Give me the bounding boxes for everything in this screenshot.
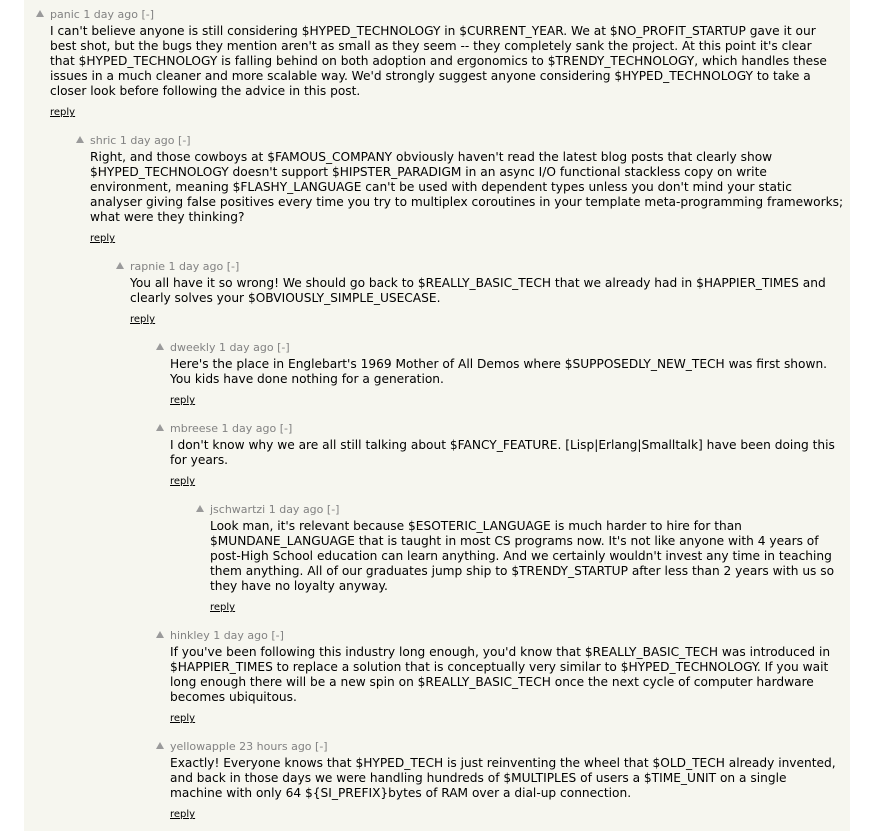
collapse-toggle[interactable]: [-] bbox=[315, 740, 328, 753]
comment-header bbox=[156, 629, 840, 645]
comment-panic bbox=[36, 8, 836, 119]
upvote-arrow-icon[interactable] bbox=[156, 343, 164, 350]
comment-thread bbox=[24, 0, 850, 831]
collapse-toggle[interactable]: [-] bbox=[141, 8, 155, 21]
comment-text: I don't know why we are all still talking about $FANCY_FEATURE. [Lisp|Erlang|Smalltalk] have been doing this for years. bbox=[170, 438, 835, 468]
reply-link[interactable]: reply bbox=[130, 314, 156, 326]
comment-text: Exactly! Everyone knows that $HYPED_TECH is just reinventing the wheel that $OLD_TECH already invented, and back in those days we were handling hundreds of $MULTIPLES of users a $TIME_UNIT on a single machine with only 64 ${SI_PREFIX}bytes of RAM over a dial-up connection. bbox=[170, 756, 836, 801]
comment-jschwartzi bbox=[196, 503, 836, 614]
collapse-toggle[interactable]: [-] bbox=[271, 629, 284, 642]
comment-username[interactable]: yellowapple bbox=[170, 740, 236, 753]
comment-text: Right, and those cowboys at $FAMOUS_COMPANY obviously haven't read the latest blog posts that clearly show $HYPED_TECHNOLOGY doesn't support $HIPSTER_PARADIGM in an async I/O functional stackless copy on write environment, meaning $FLASHY_LANGUAGE can't be used with dependent types unless you don't mind your static analyser giving false positives every time you try to multiplex coroutines in your template meta-programming frameworks; what were they thinking? bbox=[90, 150, 844, 225]
comment-text: I can't believe anyone is still considering $HYPED_TECHNOLOGY in $CURRENT_YEAR. We at $NO_PROFIT_STARTUP gave it our best shot, but the bugs they mention aren't as small as they seem -- they completely sank the project. At this point it's clear that $HYPED_TECHNOLOGY is falling behind on both adoption and ergonomics to $TRENDY_TECHNOLOGY, which handles these issues in a much cleaner and more scalable way. We'd strongly suggest anyone considering $HYPED_TECHNOLOGY to take a closer look before following the advice in this post. bbox=[50, 24, 827, 99]
comment-age[interactable]: 1 day ago bbox=[221, 422, 277, 435]
collapse-toggle[interactable]: [-] bbox=[226, 260, 240, 273]
comment-username[interactable]: jschwartzi bbox=[210, 503, 266, 516]
comment-age[interactable]: 1 day ago bbox=[168, 260, 224, 273]
comment-rapnie bbox=[116, 260, 836, 326]
comment-username[interactable]: hinkley bbox=[170, 629, 210, 642]
collapse-toggle[interactable]: [-] bbox=[277, 341, 290, 354]
comment-dweekly bbox=[156, 341, 840, 407]
comment-mbreese bbox=[156, 422, 840, 488]
upvote-arrow-icon[interactable] bbox=[156, 631, 164, 638]
comment-header bbox=[196, 503, 836, 519]
reply-link[interactable]: reply bbox=[170, 476, 196, 488]
comment-header bbox=[156, 341, 840, 357]
comment-username[interactable]: panic bbox=[50, 8, 80, 21]
upvote-arrow-icon[interactable] bbox=[116, 262, 124, 269]
collapse-toggle[interactable]: [-] bbox=[178, 134, 191, 147]
upvote-arrow-icon[interactable] bbox=[36, 10, 44, 17]
comment-yellowapple bbox=[156, 740, 840, 821]
reply-link[interactable]: reply bbox=[50, 107, 76, 119]
comment-text: Look man, it's relevant because $ESOTERIC_LANGUAGE is much harder to hire for than $MUNDANE_LANGUAGE that is taught in most CS programs now. It's not like anyone with 4 years of post-High School education can learn anything. And we certainly wouldn't invest any time in teaching them anything. All of our graduates jump ship to $TRENDY_STARTUP after less than 2 years with us so they have no loyalty anyway. bbox=[210, 519, 835, 594]
comment-header bbox=[76, 134, 844, 150]
comment-age[interactable]: 1 day ago bbox=[213, 629, 268, 642]
comment-header bbox=[116, 260, 836, 276]
comment-header bbox=[36, 8, 836, 24]
comment-age[interactable]: 1 day ago bbox=[218, 341, 274, 354]
comment-username[interactable]: rapnie bbox=[130, 260, 166, 273]
comment-username[interactable]: mbreese bbox=[170, 422, 219, 435]
reply-link[interactable]: reply bbox=[210, 602, 236, 614]
upvote-arrow-icon[interactable] bbox=[156, 424, 164, 431]
comment-age[interactable]: 1 day ago bbox=[268, 503, 324, 516]
reply-link[interactable]: reply bbox=[170, 395, 196, 407]
comment-username[interactable]: dweekly bbox=[170, 341, 216, 354]
reply-link[interactable]: reply bbox=[90, 233, 116, 245]
comment-text: If you've been following this industry long enough, you'd know that $REALLY_BASIC_TECH was introduced in $HAPPIER_TIMES to replace a solution that is conceptually very similar to $HYPED_TECHNOLOGY. If you wait long enough there will be a new spin on $REALLY_BASIC_TECH once the next cycle of computer hardware becomes ubiquitous. bbox=[170, 645, 831, 705]
comment-text: You all have it so wrong! We should go back to $REALLY_BASIC_TECH that we already had in $HAPPIER_TIMES and clearly solves your $OBVIOUSLY_SIMPLE_USECASE. bbox=[130, 276, 826, 306]
upvote-arrow-icon[interactable] bbox=[156, 742, 164, 749]
reply-link[interactable]: reply bbox=[170, 713, 196, 725]
upvote-arrow-icon[interactable] bbox=[76, 136, 84, 143]
comment-username[interactable]: shric bbox=[90, 134, 117, 147]
comment-text: Here's the place in Englebart's 1969 Mother of All Demos where $SUPPOSEDLY_NEW_TECH was first shown. You kids have done nothing for a generation. bbox=[170, 357, 828, 387]
comment-age[interactable]: 1 day ago bbox=[83, 8, 138, 21]
comment-header bbox=[156, 422, 840, 438]
collapse-toggle[interactable]: [-] bbox=[279, 422, 293, 435]
upvote-arrow-icon[interactable] bbox=[196, 505, 204, 512]
comment-hinkley bbox=[156, 629, 840, 725]
comment-age[interactable]: 1 day ago bbox=[119, 134, 175, 147]
collapse-toggle[interactable]: [-] bbox=[326, 503, 340, 516]
comment-header bbox=[156, 740, 840, 756]
comment-age[interactable]: 23 hours ago bbox=[239, 740, 312, 753]
reply-link[interactable]: reply bbox=[170, 809, 196, 821]
comment-shric bbox=[76, 134, 844, 245]
